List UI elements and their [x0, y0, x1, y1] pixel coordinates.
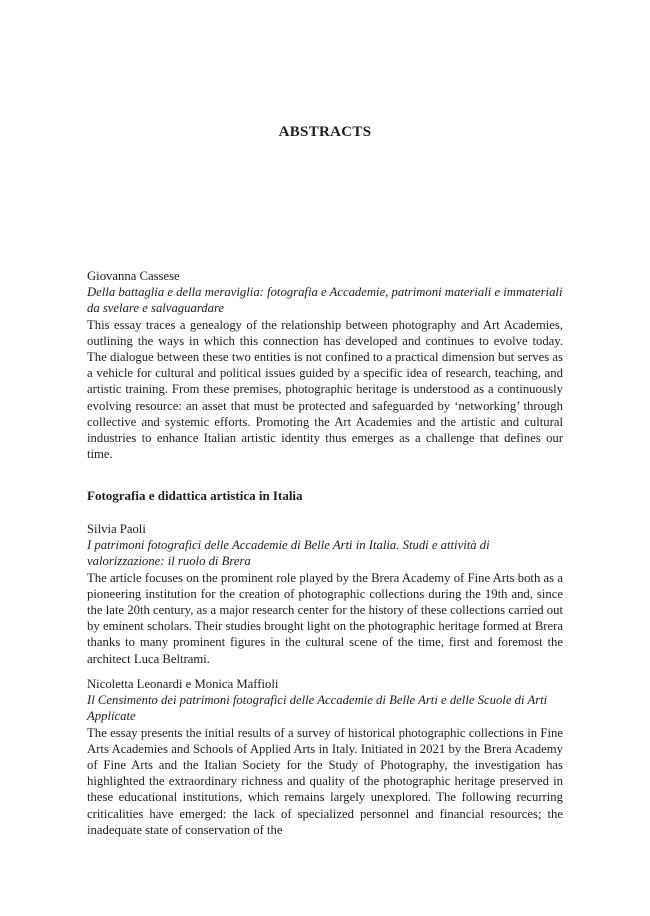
entry-abstract: The essay presents the initial results of a survey of historical photographic collections in Fine Arts Academies and Schools of Applied Arts in Italy. Initiated in 2021 by the Brera Academy of Fine Arts and the Italian Society for the Study of Photography, the investigation has highlighted the extraordinary richness and quality of the photographic heritage preserved in these educational institutions, which remains largely unexplored. The following recurring criticalities have emerged: the lack of specialized personnel and financial resources; the inadequate state of conservation of the — [87, 725, 563, 837]
abstract-entry — [87, 676, 563, 838]
entry-title: Il Censimento dei patrimoni fotografici delle Accademie di Belle Arti e delle Scuole di Arti Applicate — [87, 693, 548, 724]
page-title: ABSTRACTS — [278, 124, 372, 141]
entry-author: Giovanna Cassese — [87, 269, 180, 283]
abstract-entry — [87, 268, 563, 462]
entry-author: Silvia Paoli — [87, 522, 146, 536]
entry-title: I patrimoni fotografici delle Accademie di Belle Arti in Italia. Studi e attività di valorizzazione: il ruolo di Brera — [87, 538, 490, 569]
entry-abstract: The article focuses on the prominent role played by the Brera Academy of Fine Arts both as a pioneering institution for the creation of photographic collections during the 19th and, since the late 20th century, as a major research center for the history of these collections carried out by eminent scholars. Their studies brought light on the photographic heritage formed at Brera thanks to many prominent figures in the cultural scene of the time, first and foremost the architect Luca Beltrami. — [87, 570, 563, 666]
abstract-entry — [87, 521, 563, 667]
entry-title: Della battaglia e della meraviglia: fotografia e Accademie, patrimoni materiali e immateriali da svelare e salvaguardare — [87, 285, 563, 316]
section-heading: Fotografia e didattica artistica in Italia — [87, 488, 303, 503]
entry-abstract: This essay traces a genealogy of the relationship between photography and Art Academies, outlining the ways in which this connection has developed and continues to evolve today. The dialogue between these two entities is not confined to a practical dimension but serves as a vehicle for cultural and political issues guided by a specific idea of research, teaching, and artistic training. From these premises, photographic heritage is understood as a continuously evolving resource: an asset that must be protected and safeguarded by ‘networking’ through collective and systemic efforts. Promoting the Art Academies and the artistic and cultural industries to enhance Italian artistic identity thus emerges as a challenge that defines our time. — [87, 317, 563, 462]
entry-author: Nicoletta Leonardi e Monica Maffioli — [87, 677, 279, 691]
